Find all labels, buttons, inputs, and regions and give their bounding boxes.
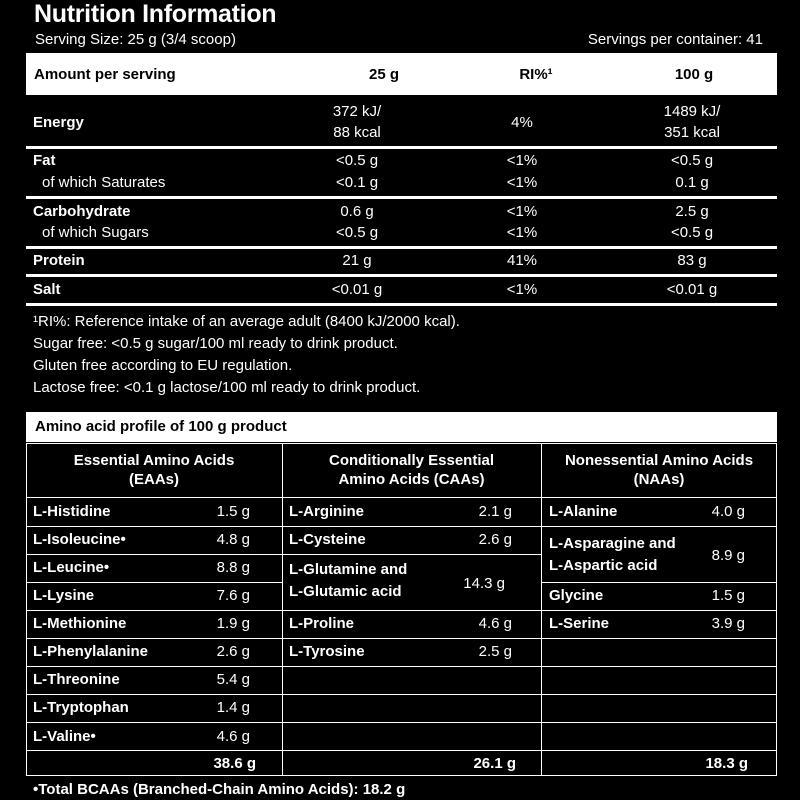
aa-value: 1.4 g (216, 699, 250, 716)
row-label-fat: Fat (33, 152, 56, 169)
page-title: Nutrition Information (34, 0, 277, 28)
carbohydrate-25g: 0.6 g (340, 203, 374, 220)
row-divider (541, 694, 777, 695)
header-100g: 100 g (674, 66, 714, 83)
row-label-energy: Energy (33, 114, 84, 131)
row-divider (26, 750, 777, 751)
divider (26, 196, 777, 199)
aa-value: 4.0 g (711, 503, 745, 520)
header-divider (26, 497, 777, 498)
footnote-ri: ¹RI%: Reference intake of an average adult (8400 kJ/2000 kcal). (33, 313, 460, 330)
serving-size: Serving Size: 25 g (3/4 scoop) (35, 31, 236, 48)
row-divider (541, 582, 777, 583)
aa-name: L-Serine (549, 615, 610, 632)
aa-value: 14.3 g (463, 575, 505, 592)
footnote-lactose-free: Lactose free: <0.1 g lactose/100 ml ready to drink product. (33, 379, 421, 396)
row-divider (26, 638, 282, 639)
header-amount-per-serving: Amount per serving (34, 66, 176, 83)
row-divider (282, 666, 541, 667)
aa-name: L-Asparagine and (549, 535, 676, 552)
aa-name: L-Cysteine (289, 531, 366, 548)
aa-value: 1.5 g (711, 587, 745, 604)
eaa-total: 38.6 g (213, 755, 256, 772)
saturates-100g: 0.1 g (675, 174, 709, 191)
aa-name: L-Isoleucine• (33, 531, 126, 548)
row-label-salt: Salt (33, 281, 61, 298)
row-divider (541, 610, 777, 611)
aa-value: 8.8 g (216, 559, 250, 576)
aa-name: L-Alanine (549, 503, 618, 520)
salt-25g: <0.01 g (331, 281, 383, 298)
aa-value: 4.6 g (478, 615, 512, 632)
aa-value: 1.9 g (216, 615, 250, 632)
saturates-25g: <0.1 g (335, 174, 379, 191)
salt-ri: <1% (506, 281, 538, 298)
row-divider (26, 666, 282, 667)
header-25g: 25 g (368, 66, 399, 83)
aa-value: 2.6 g (478, 531, 512, 548)
aa-value: 2.1 g (478, 503, 512, 520)
eaa-heading-line-1: Essential Amino Acids (73, 452, 235, 469)
row-divider (541, 722, 777, 723)
aa-value: 1.5 g (216, 503, 250, 520)
aa-name: L-Glutamic acid (289, 583, 402, 600)
naa-heading (541, 451, 777, 489)
energy-ri: 4% (511, 114, 533, 131)
aa-name: L-Glutamine and (289, 561, 408, 578)
caa-total: 26.1 g (473, 755, 516, 772)
protein-25g: 21 g (342, 252, 372, 269)
row-divider (26, 582, 282, 583)
row-divider (282, 554, 541, 555)
aa-name: L-Methionine (33, 615, 127, 632)
carbohydrate-ri: <1% (506, 203, 538, 220)
divider (26, 146, 777, 149)
naa-heading-line-1: Nonessential Amino Acids (564, 452, 754, 469)
aa-value: 8.9 g (711, 547, 745, 564)
row-divider (282, 694, 541, 695)
energy-100g-kcal: 351 kcal (664, 124, 720, 141)
nutrition-table-header (26, 53, 777, 95)
saturates-ri: <1% (506, 174, 538, 191)
aa-name: L-Leucine• (33, 559, 110, 576)
sugars-ri: <1% (506, 224, 538, 241)
aa-value: 2.5 g (478, 643, 512, 660)
aa-value: 7.6 g (216, 587, 250, 604)
fat-100g: <0.5 g (670, 152, 714, 169)
aa-name: L-Lysine (33, 587, 95, 604)
aa-name: L-Tryptophan (33, 699, 129, 716)
row-divider (26, 526, 282, 527)
eaa-heading (26, 451, 282, 489)
row-label-saturates: of which Saturates (42, 174, 166, 191)
fat-ri: <1% (506, 152, 538, 169)
sugars-100g: <0.5 g (670, 224, 714, 241)
protein-ri: 41% (506, 252, 538, 269)
naa-total: 18.3 g (705, 755, 748, 772)
aa-value: 3.9 g (711, 615, 745, 632)
row-divider (282, 722, 541, 723)
caa-heading-line-1: Conditionally Essential (328, 452, 495, 469)
row-divider (26, 610, 282, 611)
fat-25g: <0.5 g (335, 152, 379, 169)
divider (26, 246, 777, 249)
carbohydrate-100g: 2.5 g (675, 203, 709, 220)
aa-name: Glycine (549, 587, 604, 604)
aa-name: L-Arginine (289, 503, 364, 520)
caa-heading (282, 451, 541, 489)
row-divider (26, 554, 282, 555)
footnote-sugar-free: Sugar free: <0.5 g sugar/100 ml ready to drink product. (33, 335, 398, 352)
row-divider (26, 694, 282, 695)
divider (26, 303, 777, 306)
bcaa-note: •Total BCAAs (Branched-Chain Amino Acids): 18.2 g (33, 781, 406, 798)
aa-name: L-Valine• (33, 728, 96, 745)
row-label-carbohydrate: Carbohydrate (33, 203, 131, 220)
aa-value: 5.4 g (216, 671, 250, 688)
aa-name: L-Proline (289, 615, 355, 632)
row-divider (282, 526, 541, 527)
aa-value: 4.8 g (216, 531, 250, 548)
aa-name: L-Threonine (33, 671, 120, 688)
caa-heading-line-2: Amino Acids (CAAs) (338, 471, 485, 488)
row-divider (282, 638, 541, 639)
servings-per-container: Servings per container: 41 (587, 31, 763, 48)
row-divider (26, 722, 282, 723)
protein-100g: 83 g (677, 252, 707, 269)
energy-25g-kcal: 88 kcal (333, 124, 381, 141)
aa-value: 4.6 g (216, 728, 250, 745)
aa-name: L-Tyrosine (289, 643, 365, 660)
aa-name: L-Histidine (33, 503, 111, 520)
energy-100g-kj: 1489 kJ/ (663, 103, 721, 120)
footnote-gluten-free: Gluten free according to EU regulation. (33, 357, 293, 374)
row-divider (282, 610, 541, 611)
row-divider (541, 638, 777, 639)
energy-25g-kj: 372 kJ/ (332, 103, 382, 120)
salt-100g: <0.01 g (666, 281, 718, 298)
row-label-sugars: of which Sugars (42, 224, 149, 241)
aa-name: L-Phenylalanine (33, 643, 149, 660)
naa-heading-line-2: (NAAs) (633, 471, 685, 488)
sugars-25g: <0.5 g (335, 224, 379, 241)
row-label-protein: Protein (33, 252, 85, 269)
aa-name: L-Aspartic acid (549, 557, 658, 574)
eaa-heading-line-2: (EAAs) (128, 471, 179, 488)
aa-value: 2.6 g (216, 643, 250, 660)
row-divider (541, 526, 777, 527)
divider (26, 274, 777, 277)
amino-acid-header: Amino acid profile of 100 g product (26, 412, 777, 442)
row-divider (541, 666, 777, 667)
header-ri: RI%¹ (519, 66, 553, 83)
